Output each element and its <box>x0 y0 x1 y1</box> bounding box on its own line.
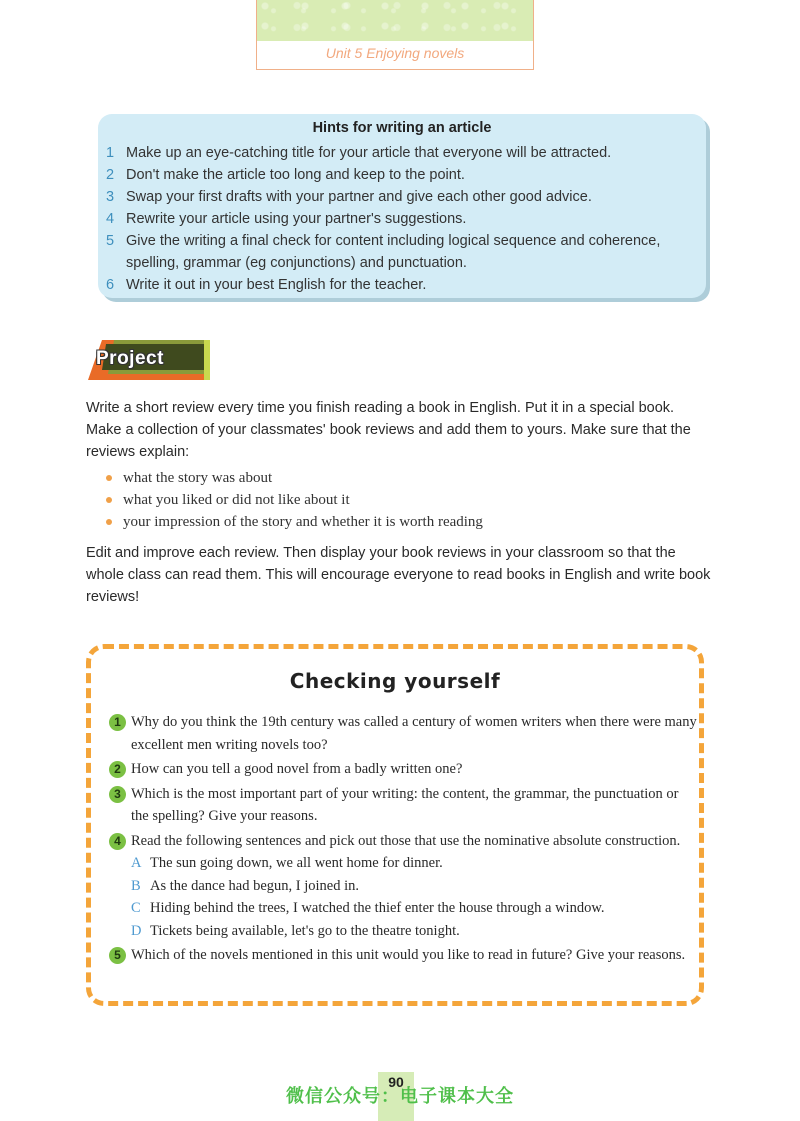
project-bullet-text: your impression of the story and whether it is worth reading <box>123 514 483 530</box>
hints-title: Hints for writing an article <box>312 120 492 136</box>
option-letter: B <box>131 877 141 894</box>
unit-header-tab <box>256 0 534 70</box>
hint-item <box>106 142 698 164</box>
project-bullet-text: what you liked or did not like about it <box>123 492 350 508</box>
bullet-dot-icon <box>106 497 112 503</box>
option-text: Tickets being available, let's go to the theatre tonight. <box>150 922 460 939</box>
question-text: Which is the most important part of your writing: the content, the grammar, the punctuation or the spelling? Give your reasons. <box>131 785 679 824</box>
unit-label: Unit 5 Enjoying novels <box>325 45 465 61</box>
hint-number: 4 <box>106 211 115 227</box>
bullet-dot-icon <box>106 475 112 481</box>
question-text: Read the following sentences and pick out those that use the nominative absolute construction. <box>131 832 681 849</box>
question-number-badge: 5 <box>109 947 126 964</box>
hints-box <box>98 114 706 298</box>
option-text: As the dance had begun, I joined in. <box>150 877 359 894</box>
question-text: How can you tell a good novel from a badly written one? <box>131 761 463 777</box>
question-list <box>109 711 697 969</box>
project-banner <box>84 340 214 382</box>
question-number-badge: 4 <box>109 833 126 850</box>
hint-item <box>106 164 698 186</box>
option-text: Hiding behind the trees, I watched the thief enter the house through a window. <box>150 900 605 916</box>
project-bullet-text: what the story was about <box>123 470 273 486</box>
hint-number: 2 <box>106 167 115 183</box>
hint-number: 3 <box>106 189 115 205</box>
project-intro: Write a short review every time you finish reading a book in English. Put it in a special book. Make a collection of your classmates' book reviews and add them to yours. Make sure that the reviews explain: <box>86 400 691 460</box>
checking-title: Checking yourself <box>289 669 501 693</box>
hint-text: Rewrite your article using your partner's suggestions. <box>126 211 467 227</box>
hint-item <box>106 186 698 208</box>
question-text: Why do you think the 19th century was called a century of women writers when there were many excellent men writing novels too? <box>131 714 697 753</box>
option-list <box>131 852 697 942</box>
project-banner-label: Project <box>96 348 164 369</box>
option-item <box>131 875 697 898</box>
project-bullet-list <box>106 467 483 533</box>
hint-text: Don't make the article too long and keep to the point. <box>126 167 465 183</box>
hint-text: Write it out in your best English for the teacher. <box>126 277 427 293</box>
hint-item <box>106 230 698 274</box>
watermark-text: 微信公众号：电子课本大全 <box>286 1086 514 1107</box>
checking-yourself-box <box>86 644 704 1006</box>
question-text: Which of the novels mentioned in this unit would you like to read in future? Give your reasons. <box>131 947 686 963</box>
hint-number: 6 <box>106 277 115 293</box>
option-letter: C <box>131 900 141 916</box>
project-bullet <box>106 467 483 489</box>
option-letter: A <box>131 855 142 871</box>
option-text: The sun going down, we all went home for dinner. <box>150 855 443 871</box>
option-item <box>131 852 697 875</box>
hint-text: Make up an eye-catching title for your article that everyone will be attracted. <box>126 145 612 161</box>
option-item <box>131 920 697 943</box>
header-texture <box>257 0 533 41</box>
hint-item <box>106 274 698 296</box>
project-outro: Edit and improve each review. Then display your book reviews in your classroom so that the whole class can read them. This will encourage everyone to read books in English and write book reviews! <box>86 545 711 605</box>
page-number: 90 <box>378 1072 414 1121</box>
question-item <box>109 830 697 943</box>
question-item <box>109 711 697 756</box>
question-number-badge: 1 <box>109 714 126 731</box>
hint-text: Swap your first drafts with your partner and give each other good advice. <box>126 189 592 205</box>
hints-list <box>106 142 698 296</box>
hint-text: Give the writing a final check for content including logical sequence and coherence, spelling, grammar (eg conjunctions) and punctuation. <box>126 233 661 271</box>
bullet-dot-icon <box>106 519 112 525</box>
question-number-badge: 2 <box>109 761 126 778</box>
question-item <box>109 758 697 781</box>
hint-number: 1 <box>106 145 115 161</box>
project-bullet <box>106 511 483 533</box>
question-item <box>109 783 697 828</box>
project-bullet <box>106 489 483 511</box>
question-number-badge: 3 <box>109 786 126 803</box>
option-item <box>131 897 697 920</box>
question-item <box>109 944 697 967</box>
hint-item <box>106 208 698 230</box>
option-letter: D <box>131 922 142 939</box>
hint-number: 5 <box>106 233 115 249</box>
